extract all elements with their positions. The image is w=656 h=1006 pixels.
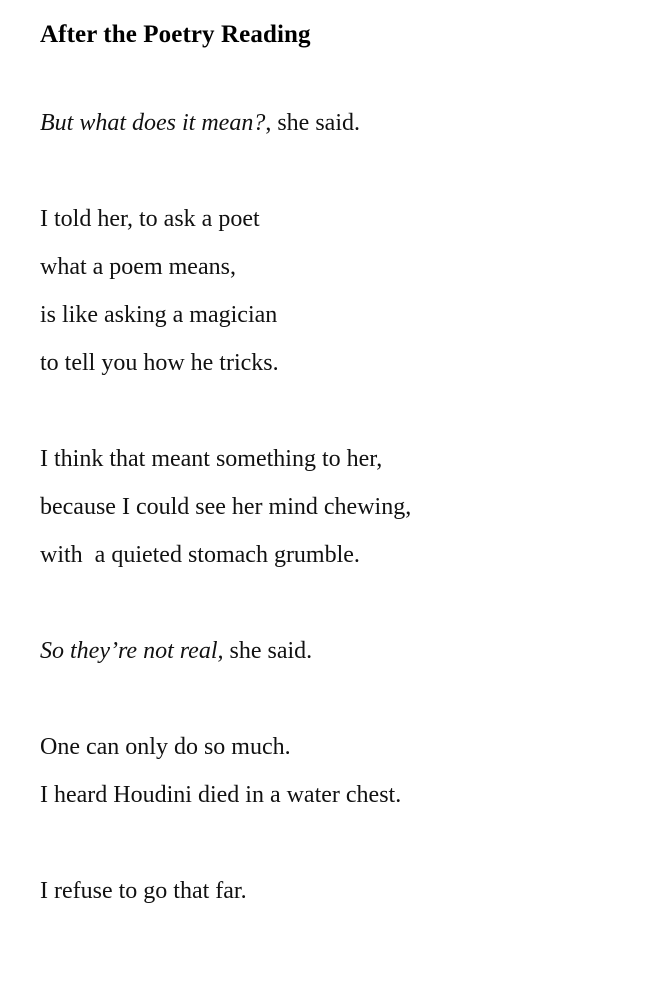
stanza-gap: [40, 387, 616, 435]
poem-line: because I could see her mind chewing,: [40, 493, 412, 520]
poem-line: I refuse to go that far.: [40, 877, 247, 904]
poem-line: [40, 99, 616, 147]
stanza-1: [40, 99, 616, 147]
poem-line: I told her, to ask a poet: [40, 205, 260, 232]
poem-line: with a quieted stomach grumble.: [40, 541, 360, 568]
stanza-3: [40, 435, 616, 579]
stanza-2: [40, 195, 616, 387]
poem-line: I think that meant something to her,: [40, 445, 383, 472]
poem-line: [40, 627, 616, 675]
stanza-gap: [40, 579, 616, 627]
stanza-4: [40, 627, 616, 675]
poem-line-plain-part: she said.: [223, 637, 313, 664]
poem-line: to tell you how he tricks.: [40, 349, 279, 376]
stanza-gap: [40, 675, 616, 723]
poem-line-plain-part: , she said.: [265, 109, 360, 136]
stanza-gap: [40, 819, 616, 867]
page-title: After the Poetry Reading: [40, 21, 311, 48]
poem-line: One can only do so much.: [40, 733, 291, 760]
stanza-6: [40, 867, 616, 915]
poem-line-italic-part: But what does it mean?: [40, 109, 266, 136]
poem-line: what a poem means,: [40, 253, 236, 280]
stanza-5: [40, 723, 616, 819]
title-spacer: [40, 52, 616, 99]
poem-line-italic-part: So they’re not real,: [40, 637, 224, 664]
poem-line: is like asking a magician: [40, 301, 278, 328]
stanza-gap: [40, 147, 616, 195]
poem-line: I heard Houdini died in a water chest.: [40, 781, 402, 808]
